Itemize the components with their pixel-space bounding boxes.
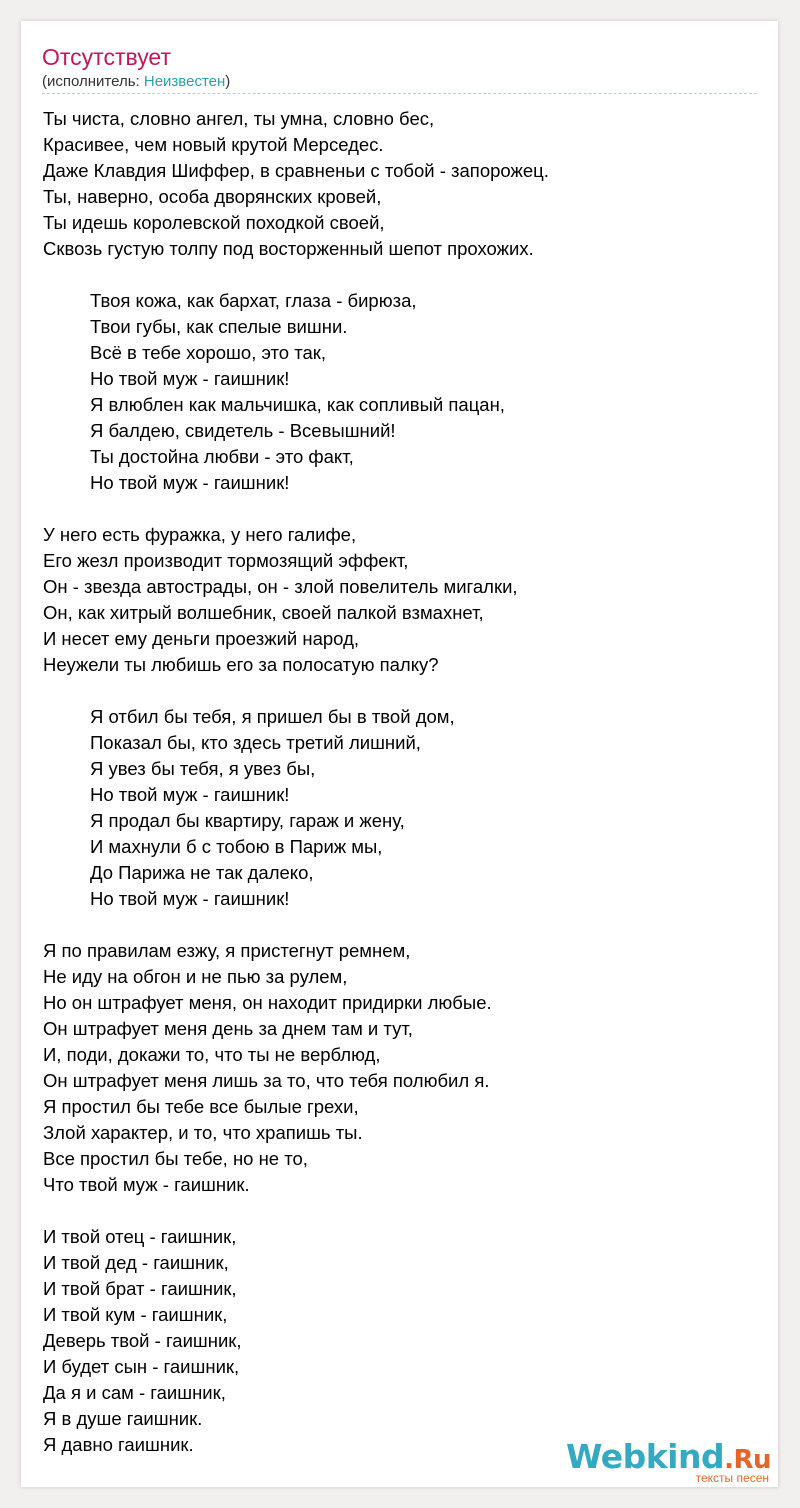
lyric-line: И твой дед - гаишник, (43, 1252, 229, 1273)
lyric-line: Я по правилам езжу, я пристегнут ремнем, (43, 940, 411, 961)
verse (43, 1224, 549, 1458)
artist-suffix: ) (225, 73, 231, 90)
lyric-line: Твои губы, как спелые вишни. (90, 316, 348, 337)
lyric-line: И, поди, докажи то, что ты не верблюд, (43, 1044, 381, 1065)
lyric-line: Он - звезда автострады, он - злой повелитель мигалки, (43, 576, 518, 597)
artist-link[interactable]: Неизвестен (143, 73, 226, 90)
artist-prefix: (исполнитель: (42, 73, 144, 90)
lyric-line: Я простил бы тебе все былые грехи, (43, 1096, 359, 1117)
lyric-line: Он, как хитрый волшебник, своей палкой взмахнет, (43, 602, 484, 623)
lyrics-text (43, 106, 549, 1484)
lyric-line: Я балдею, свидетель - Всевышний! (90, 420, 396, 441)
lyric-line: Ты чиста, словно ангел, ты умна, словно бес, (43, 108, 435, 129)
lyric-line: И несет ему деньги проезжий народ, (43, 628, 359, 649)
lyric-line: Не иду на обгон и не пью за рулем, (43, 966, 348, 987)
lyric-line: Ты, наверно, особа дворянских кровей, (43, 186, 382, 207)
lyric-line: Но твой муж - гаишник! (90, 784, 290, 805)
lyric-line: Я увез бы тебя, я увез бы, (90, 758, 316, 779)
lyric-line: Ты идешь королевской походкой своей, (43, 212, 385, 233)
lyric-line: Но он штрафует меня, он находит придирки любые. (43, 992, 492, 1013)
artist-line (42, 73, 230, 91)
lyric-line: Всё в тебе хорошо, это так, (90, 342, 326, 363)
lyric-line: Я давно гаишник. (43, 1434, 194, 1455)
verse (43, 938, 549, 1198)
lyric-line: Что твой муж - гаишник. (43, 1174, 250, 1195)
lyric-line: Красивее, чем новый крутой Мерседес. (43, 134, 384, 155)
lyric-line: И махнули б с тобою в Париж мы, (90, 836, 383, 857)
title-divider (42, 93, 757, 94)
verse (43, 522, 549, 678)
chorus (43, 704, 549, 912)
logo-tagline: тексты песен (695, 1471, 769, 1485)
lyric-line: Ты достойна любви - это факт, (90, 446, 354, 467)
logo-brand-name: Webkind (565, 1437, 725, 1476)
lyric-line: Но твой муж - гаишник! (90, 472, 290, 493)
lyric-line: Да я и сам - гаишник, (43, 1382, 226, 1403)
lyric-line: Деверь твой - гаишник, (43, 1330, 242, 1351)
lyric-line: Но твой муж - гаишник! (90, 368, 290, 389)
lyric-line: Все простил бы тебе, но не то, (43, 1148, 308, 1169)
lyric-line: Показал бы, кто здесь третий лишний, (90, 732, 421, 753)
verse (43, 106, 549, 262)
lyric-line: Твоя кожа, как бархат, глаза - бирюза, (90, 290, 417, 311)
lyric-line: Его жезл производит тормозящий эффект, (43, 550, 409, 571)
logo-tld: .Ru (724, 1445, 771, 1475)
webkind-logo[interactable] (565, 1437, 771, 1485)
lyric-line: И будет сын - гаишник, (43, 1356, 240, 1377)
lyric-line: Злой характер, и то, что храпишь ты. (43, 1122, 363, 1143)
lyric-line: Сквозь густую толпу под восторженный шепот прохожих. (43, 238, 534, 259)
lyric-line: Даже Клавдия Шиффер, в сравненьи с тобой - запорожец. (43, 160, 549, 181)
lyric-line: И твой кум - гаишник, (43, 1304, 228, 1325)
lyric-line: Я отбил бы тебя, я пришел бы в твой дом, (90, 706, 455, 727)
lyric-line: Я в душе гаишник. (43, 1408, 203, 1429)
lyric-line: Но твой муж - гаишник! (90, 888, 290, 909)
lyric-line: Он штрафует меня лишь за то, что тебя полюбил я. (43, 1070, 490, 1091)
lyric-line: И твой брат - гаишник, (43, 1278, 237, 1299)
lyric-line: Неужели ты любишь его за полосатую палку? (43, 654, 439, 675)
lyric-line: Я влюблен как мальчишка, как сопливый пацан, (90, 394, 505, 415)
lyric-line: До Парижа не так далеко, (90, 862, 314, 883)
lyric-line: У него есть фуражка, у него галифе, (43, 524, 357, 545)
chorus (43, 288, 549, 496)
song-title: Отсутствует (42, 44, 171, 70)
lyric-line: И твой отец - гаишник, (43, 1226, 237, 1247)
lyric-line: Я продал бы квартиру, гараж и жену, (90, 810, 405, 831)
lyric-line: Он штрафует меня день за днем там и тут, (43, 1018, 413, 1039)
